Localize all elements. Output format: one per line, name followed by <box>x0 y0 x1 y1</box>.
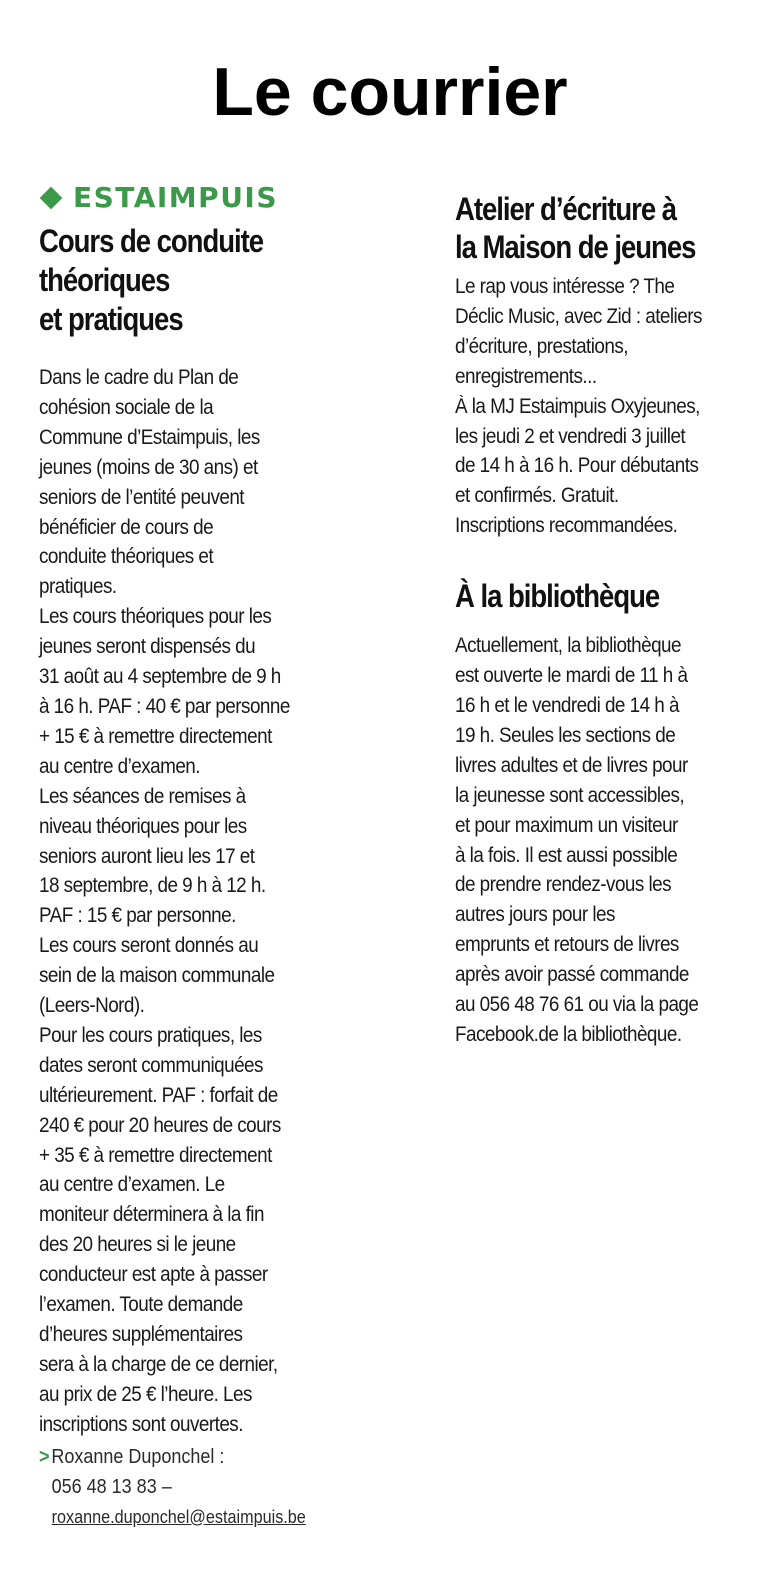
article-atelier <box>455 190 755 541</box>
headline-line: À la bibliothèque <box>455 578 660 615</box>
body-line: + 15 € à remettre directement <box>39 724 272 748</box>
body-line: au prix de 25 € l’heure. Les <box>39 1382 252 1406</box>
body-line: 18 septembre, de 9 h à 12 h. <box>39 874 266 898</box>
body-line: Actuellement, la bibliothèque <box>455 634 681 658</box>
article-body <box>455 631 755 1050</box>
body-line: Les cours théoriques pour les <box>39 605 272 629</box>
arrow-icon: > <box>39 1445 50 1468</box>
body-line: + 35 € à remettre directement <box>39 1143 272 1167</box>
masthead-title: Le courrier <box>212 54 568 130</box>
article-body <box>39 363 339 1440</box>
body-line: au centre d’examen. Le <box>39 1173 225 1197</box>
contact-name: Roxanne Duponchel : <box>51 1445 225 1468</box>
body-line: sein de la maison communale <box>39 964 275 988</box>
body-line: seniors auront lieu les 17 et <box>39 844 255 868</box>
diamond-bullet-icon <box>40 187 63 210</box>
contact-email-line <box>39 1502 309 1532</box>
body-line: d’écriture, prestations, <box>455 334 628 358</box>
body-line: de prendre rendez-vous les <box>455 873 672 897</box>
body-line: conduite théoriques et <box>39 545 214 569</box>
headline-line: la Maison de jeunes <box>455 229 696 265</box>
headline-line: Cours de conduite <box>39 223 264 259</box>
body-line: jeunes seront dispensés du <box>39 635 256 659</box>
body-line: au 056 48 76 61 ou via la page <box>455 993 699 1017</box>
right-column <box>455 190 755 1050</box>
contact-email-link[interactable]: roxanne.duponchel@estaimpuis.be <box>51 1506 306 1527</box>
body-line: de 14 h à 16 h. Pour débutants <box>455 454 699 478</box>
body-line: et pour maximum un visiteur <box>455 813 678 837</box>
body-line: seniors de l’entité peuvent <box>39 485 245 509</box>
body-line: (Leers-Nord). <box>39 994 145 1018</box>
body-line: Pour les cours pratiques, les <box>39 1023 262 1047</box>
body-line: Déclic Music, avec Zid : ateliers <box>455 304 702 328</box>
body-line: pratiques. <box>39 575 117 599</box>
body-line: Inscriptions recommandées. <box>455 514 678 538</box>
body-line: autres jours pour les <box>455 903 615 927</box>
body-line: Les séances de remises à <box>39 784 246 808</box>
article-headline <box>455 190 765 266</box>
body-line: l’examen. Toute demande <box>39 1293 243 1317</box>
body-line: 16 h et le vendredi de 14 h à <box>455 693 679 717</box>
body-line: les jeudi 2 et vendredi 3 juillet <box>455 424 686 448</box>
body-line: Commune d’Estaimpuis, les <box>39 425 260 449</box>
article-bibliotheque <box>455 577 755 1050</box>
body-line: 31 août au 4 septembre de 9 h <box>39 665 281 689</box>
body-line: après avoir passé commande <box>455 963 689 987</box>
body-line: conducteur est apte à passer <box>39 1263 268 1287</box>
body-line: à 16 h. PAF : 40 € par personne <box>39 694 290 718</box>
body-line: et confirmés. Gratuit. <box>455 484 619 508</box>
article-headline <box>455 577 765 615</box>
body-line: au centre d’examen. <box>39 754 201 778</box>
body-line: est ouverte le mardi de 11 h à <box>455 664 688 688</box>
body-line: moniteur déterminera à la fin <box>39 1203 264 1227</box>
body-line: À la MJ Estaimpuis Oxyjeunes, <box>455 394 700 418</box>
body-line: Facebook.de la bibliothèque. <box>455 1022 682 1046</box>
contact-phone: 056 48 13 83 – <box>51 1475 172 1498</box>
contact-name-line <box>39 1442 309 1472</box>
body-line: jeunes (moins de 30 ans) et <box>39 455 258 479</box>
headline-line: et pratiques <box>39 301 183 337</box>
body-line: PAF : 15 € par personne. <box>39 904 236 928</box>
article-headline <box>39 222 340 339</box>
headline-line: Atelier d’écriture à <box>455 191 677 227</box>
body-line: dates seront communiquées <box>39 1053 263 1077</box>
body-line: 240 € pour 20 heures de cours <box>39 1113 281 1137</box>
body-line: des 20 heures si le jeune <box>39 1233 236 1257</box>
headline-line: théoriques <box>39 262 170 298</box>
body-line: 19 h. Seules les sections de <box>455 723 676 747</box>
body-line: livres adultes et de livres pour <box>455 753 688 777</box>
body-line: bénéficier de cours de <box>39 515 214 539</box>
body-line: emprunts et retours de livres <box>455 933 679 957</box>
left-column-article <box>39 180 339 1532</box>
body-line: Le rap vous intéresse ? The <box>455 275 675 298</box>
article-body <box>455 272 755 541</box>
body-line: Les cours seront donnés au <box>39 934 259 958</box>
body-line: Dans le cadre du Plan de <box>39 366 239 389</box>
contact-block <box>39 1442 339 1532</box>
body-line: enregistrements... <box>455 364 597 388</box>
body-line: cohésion sociale de la <box>39 395 214 419</box>
body-line: à la fois. Il est aussi possible <box>455 843 678 867</box>
body-line: d’heures supplémentaires <box>39 1323 243 1346</box>
kicker-label: ESTAIMPUIS <box>73 181 279 214</box>
section-kicker <box>39 180 339 216</box>
body-line: sera à la charge de ce dernier, <box>39 1352 278 1376</box>
body-line: ultérieurement. PAF : forfait de <box>39 1083 278 1107</box>
body-line: niveau théoriques pour les <box>39 814 247 838</box>
body-line: la jeunesse sont accessibles, <box>455 783 685 807</box>
body-line: inscriptions sont ouvertes. <box>39 1412 243 1436</box>
